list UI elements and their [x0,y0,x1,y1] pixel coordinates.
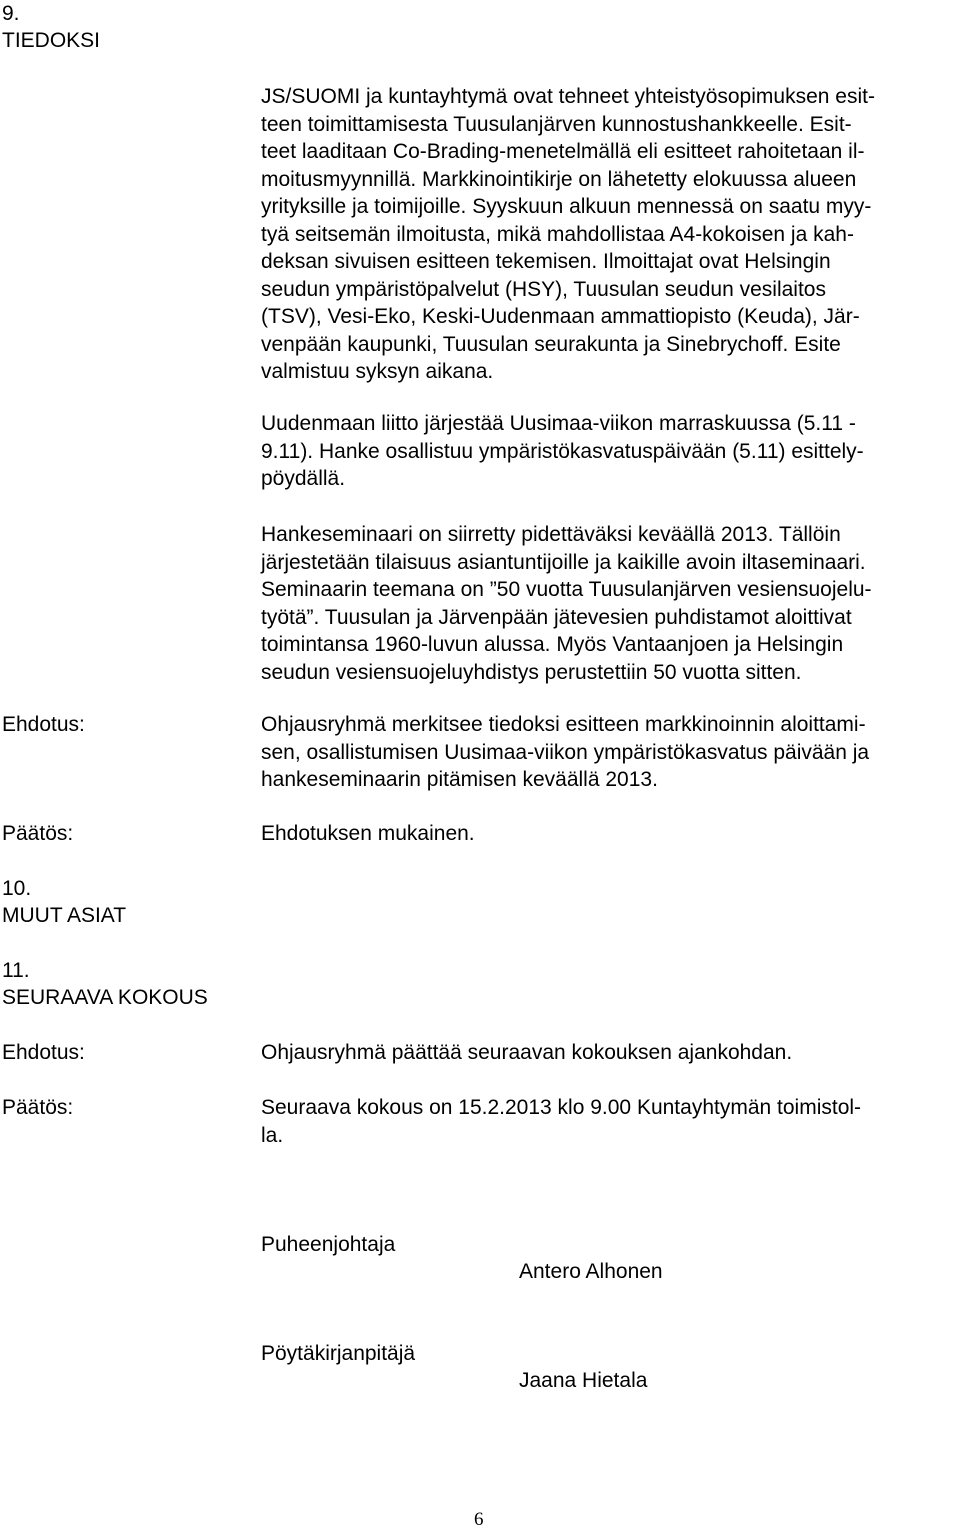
section-9-number: 9. [2,2,20,25]
section-11-proposal-text: Ohjausryhmä päättää seuraavan kokouksen ajankohdan. [261,1041,793,1064]
section-11-proposal-label: Ehdotus: [2,1041,85,1064]
section-9-proposal-label: Ehdotus: [2,713,85,736]
section-9-proposal-text: Ohjausryhmä merkitsee tiedoksi esitteen markkinoinnin aloittami- sen, osallistumisen Uusimaa-viikon ympäristökasvatus päivään ja hankeseminaarin pitämisen keväällä 2013. [261,713,870,791]
section-11-title: SEURAAVA KOKOUS [2,986,208,1009]
chair-role: Puheenjohtaja [261,1233,396,1256]
section-9-paragraph-1: JS/SUOMI ja kuntayhtymä ovat tehneet yhteistyösopimuksen esit- teen toimittamisesta Tuusulanjärven kunnostushankkeelle. Esit- teet laaditaan Co-Brading-menetelmällä eli esitteet rahoitetaan il- moitusmyynnillä. Markkinointikirje on lähetetty elokuussa alueen yrityksille ja toimijoille. Syyskuun alkuun mennessä on saatu myy- tyä seitsemän ilmoitusta, mikä mahdollistaa A4-kokoisen ja kah- deksan sivuisen esitteen tekemisen. Ilmoittajat ovat Helsingin seudun ympäristöpalvelut (HSY), Tuusulan seudun vesilaitos (TSV), Vesi-Eko, Keski-Uudenmaan ammattiopisto (Keuda), Jär- venpään kaupunki, Tuusulan seurakunta ja Sinebrychoff. Esite valmistuu syksyn aikana. [261,85,875,383]
section-10-title: MUUT ASIAT [2,904,127,927]
section-11-decision-text: Seuraava kokous on 15.2.2013 klo 9.00 Kuntayhtymän toimistol- la. [261,1096,862,1147]
secretary-role: Pöytäkirjanpitäjä [261,1342,416,1365]
section-9-paragraph-3: Hankeseminaari on siirretty pidettäväksi keväällä 2013. Tällöin järjestetään tilaisuus asiantuntijoille ja kaikille avoin iltaseminaari. Seminaarin teemana on ”50 vuotta Tuusulanjärven vesiensuojelu- työtä”. Tuusulan ja Järvenpään jätevesien puhdistamot aloittivat toimintansa 1960-luvun alussa. Myös Vantaanjoen ja Helsingin seudun vesiensuojeluyhdistys perustettiin 50 vuotta sitten. [261,523,872,684]
secretary-name: Jaana Hietala [519,1369,648,1392]
page-number: 6 [474,1509,484,1530]
section-9-decision-text: Ehdotuksen mukainen. [261,822,475,845]
section-10-number: 10. [2,877,32,900]
section-9-title: TIEDOKSI [2,29,101,52]
section-9-decision-label: Päätös: [2,822,74,845]
section-11-decision-label: Päätös: [2,1096,74,1119]
section-9-paragraph-2: Uudenmaan liitto järjestää Uusimaa-viikon marraskuussa (5.11 - 9.11). Hanke osallistuu ympäristökasvatuspäivään (5.11) esittely- pöydällä. [261,412,864,490]
section-11-number: 11. [2,959,30,982]
chair-name: Antero Alhonen [519,1260,663,1283]
